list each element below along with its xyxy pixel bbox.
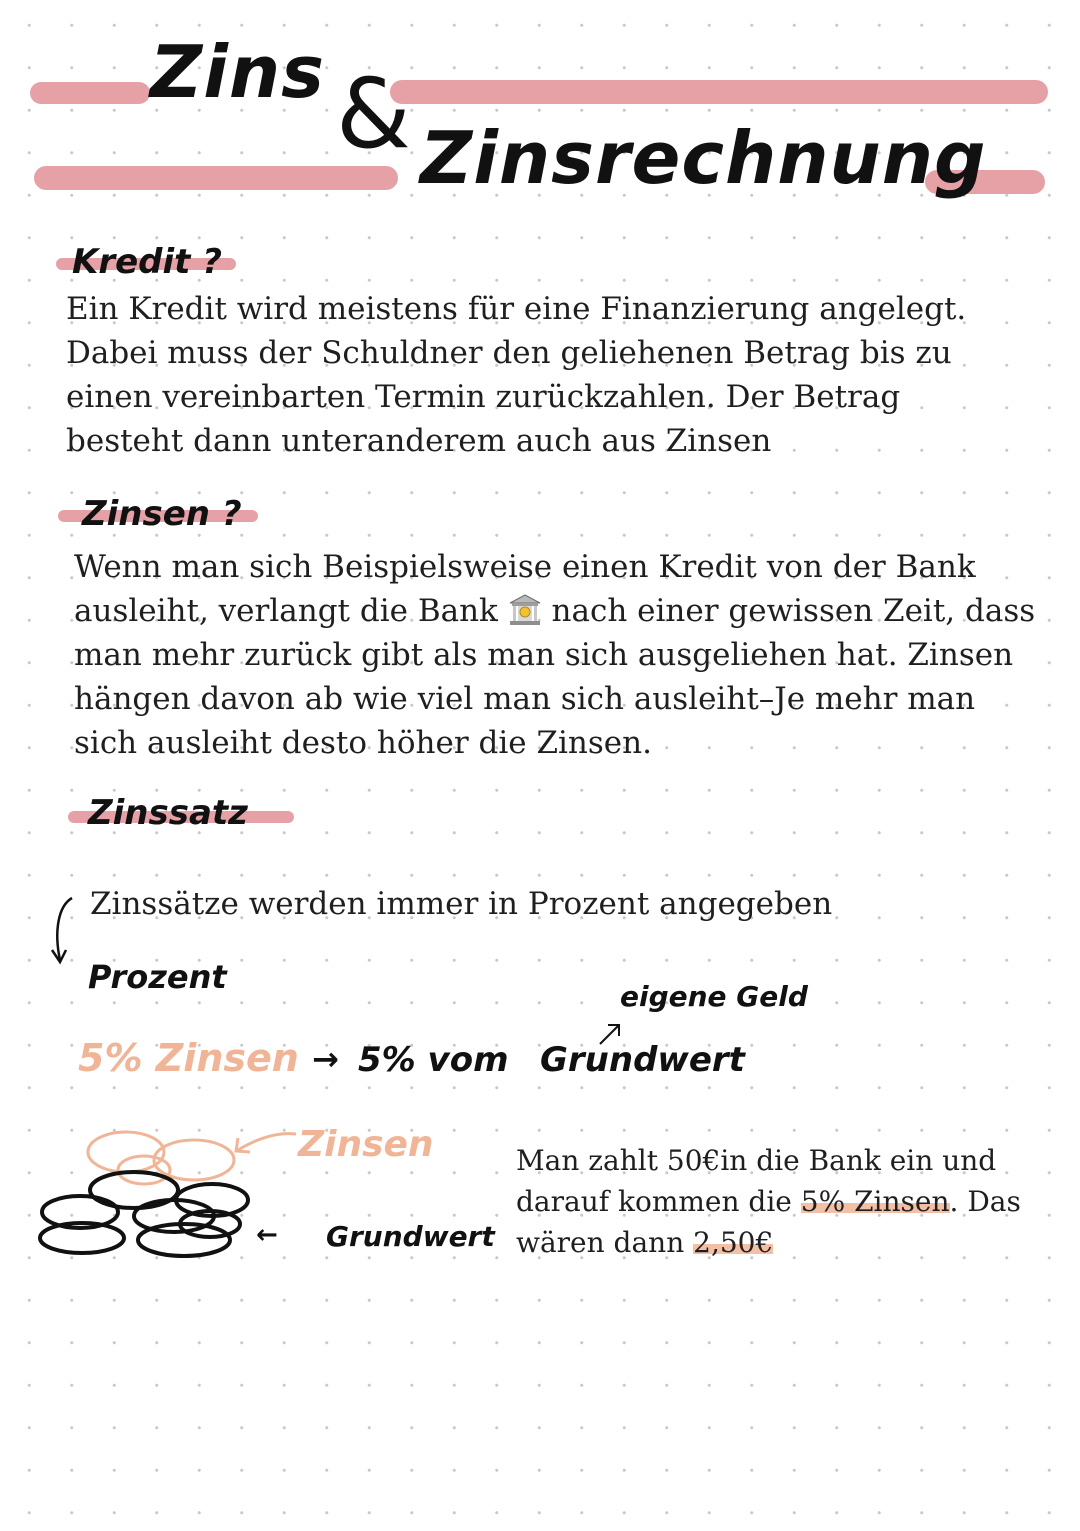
note-line-3-before: wären dann bbox=[516, 1226, 694, 1259]
illustration-zinsen-label: Zinsen bbox=[298, 1124, 434, 1165]
example-note bbox=[516, 1140, 1021, 1263]
example-arrow: → bbox=[312, 1040, 339, 1078]
zinsen-paragraph bbox=[74, 545, 1035, 765]
example-five-percent-vom: 5% vom bbox=[358, 1040, 509, 1080]
note-line-2 bbox=[516, 1181, 1021, 1222]
zinsen-pointer-arrow-icon bbox=[230, 1124, 300, 1158]
eigene-geld-label: eigene Geld bbox=[620, 980, 808, 1013]
title-bar-right-top bbox=[390, 80, 1048, 104]
zinsen-line-4: hängen davon ab wie viel man sich ausleiht–Je mehr man bbox=[74, 681, 976, 717]
title-word-zins: Zins bbox=[150, 30, 325, 114]
note-line-2-before: darauf kommen die bbox=[516, 1185, 801, 1218]
curved-arrow-icon bbox=[44, 892, 80, 972]
zinsen-line-5: sich ausleiht desto höher die Zinsen. bbox=[74, 725, 652, 761]
kredit-paragraph bbox=[66, 287, 966, 463]
title-word-zinsrechnung: Zinsrechnung bbox=[420, 116, 987, 200]
note-line-2-after: . Das bbox=[949, 1185, 1021, 1218]
illustration-arrow: ← bbox=[256, 1220, 278, 1250]
bank-icon bbox=[508, 593, 542, 627]
zinsen-heading: Zinsen ? bbox=[82, 494, 242, 534]
kredit-line-2: Dabei muss der Schuldner den geliehenen Betrag bis zu bbox=[66, 335, 952, 371]
illustration-grundwert-label: Grundwert bbox=[326, 1220, 495, 1253]
zinsen-line-3: man mehr zurück gibt als man sich ausgeliehen hat. Zinsen bbox=[74, 637, 1014, 673]
zinsen-line-1: Wenn man sich Beispielsweise einen Kredit von der Bank bbox=[74, 549, 976, 585]
zinssatz-statement: Zinssätze werden immer in Prozent angegeben bbox=[90, 886, 833, 922]
prozent-label: Prozent bbox=[88, 958, 227, 996]
note-line-3 bbox=[516, 1222, 1021, 1263]
zinsen-line-2-before: ausleiht, verlangt die Bank bbox=[74, 593, 498, 629]
note-highlight-amount: 2,50€ bbox=[693, 1226, 774, 1259]
kredit-line-1: Ein Kredit wird meistens für eine Finanzierung angelegt. bbox=[66, 291, 967, 327]
zinssatz-heading: Zinssatz bbox=[88, 793, 248, 833]
example-grundwert: Grundwert bbox=[540, 1040, 745, 1080]
title-bar-left-top bbox=[30, 82, 150, 104]
kredit-line-3: einen vereinbarten Termin zurückzahlen. Der Betrag bbox=[66, 379, 901, 415]
kredit-heading: Kredit ? bbox=[72, 242, 222, 282]
note-line-1: Man zahlt 50€in die Bank ein und bbox=[516, 1144, 997, 1177]
example-five-percent-zinsen: 5% Zinsen bbox=[78, 1036, 299, 1080]
title-ampersand: & bbox=[336, 58, 411, 170]
note-highlight-five-percent: 5% Zinsen bbox=[800, 1185, 950, 1218]
zinsen-line-2-after: nach einer gewissen Zeit, dass bbox=[551, 593, 1036, 629]
kredit-line-4: besteht dann unteranderem auch aus Zinsen bbox=[66, 423, 772, 459]
zinsen-line-2 bbox=[74, 589, 1035, 633]
